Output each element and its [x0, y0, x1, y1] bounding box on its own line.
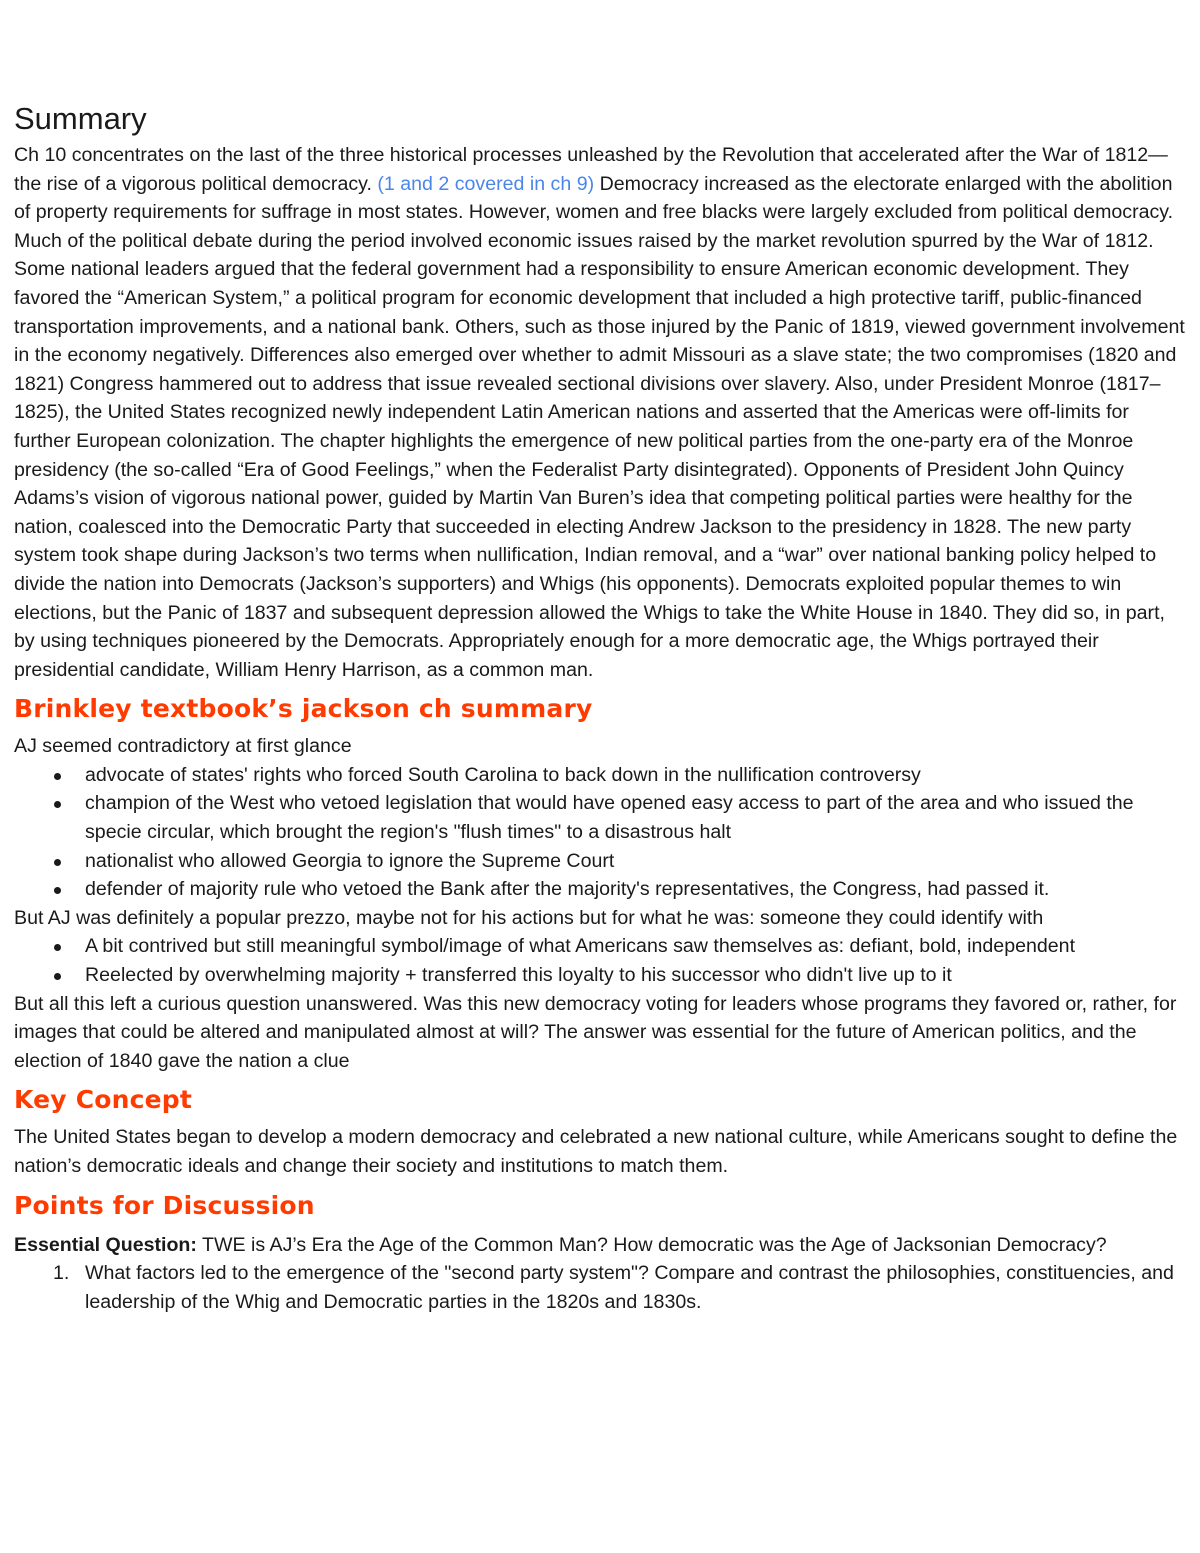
list-item-text: advocate of states' rights who forced South Carolina to back down in the nullification controversy: [85, 763, 921, 786]
list-item-text: defender of majority rule who vetoed the Bank after the majority's representatives, the Congress, had passed it.: [85, 878, 1050, 901]
list-item: [85, 875, 1186, 904]
bullet-icon: [54, 887, 61, 894]
summary-text-part-2: Democracy increased as the electorate enlarged with the abolition of property requirements for suffrage in most states. However, women and free blacks were largely excluded from political democracy. Much of the political debate during the period involved economic issues raised by the market revolution spurred by the War of 1812. Some national leaders argued that the federal government had a responsibility to ensure American economic development. They favored the “American System,” a political program for economic development that included a high protective tariff, public-financed transportation improvements, and a national bank. Others, such as those injured by the Panic of 1819, viewed government involvement in the economy negatively. Differences also emerged over whether to admit Missouri as a slave state; the two compromises (1820 and 1821) Congress hammered out to address that issue revealed sectional divisions over slavery. Also, under President Monroe (1817–1825), the United States recognized newly independent Latin American nations and asserted that the Americas were off-limits for further European colonization. The chapter highlights the emergence of new political parties from the one-party era of the Monroe presidency (the so-called “Era of Good Feelings,” when the Federalist Party disintegrated). Opponents of President John Quincy Adams’s vision of vigorous national power, guided by Martin Van Buren’s idea that competing political parties were healthy for the nation, coalesced into the Democratic Party that succeeded in electing Andrew Jackson to the presidency in 1828. The new party system took shape during Jackson’s two terms when nullification, Indian removal, and a “war” over national banking policy helped to divide the nation into Democrats (Jackson’s supporters) and Whigs (his opponents). Democrats exploited popular themes to win elections, but the Panic of 1837 and subsequent depression allowed the Whigs to take the White House in 1840. They did so, in part, by using techniques pioneered by the Democrats. Appropriately enough for a more democratic age, the Whigs portrayed their presidential candidate, William Henry Harrison, as a common man.: [14, 172, 1185, 681]
bullet-icon: [54, 944, 61, 951]
bullet-icon: [54, 859, 61, 866]
contradictions-list: [14, 761, 1186, 904]
key-concept-heading: Key Concept: [14, 1085, 193, 1115]
chapter-reference-link[interactable]: (1 and 2 covered in ch 9): [377, 172, 595, 195]
essential-question-label: Essential Question:: [14, 1233, 197, 1256]
list-item: [85, 961, 1186, 990]
brinkley-heading: Brinkley textbook’s jackson ch summary: [14, 694, 593, 724]
key-concept-text: The United States began to develop a modern democracy and celebrated a new national culture, while Americans sought to define the nation’s democratic ideals and change their society and institutions to match them.: [14, 1126, 1178, 1177]
popularity-list: [14, 932, 1186, 989]
list-item-number: 1.: [53, 1262, 70, 1285]
list-item: [53, 1259, 1186, 1316]
discussion-list: [14, 1259, 1186, 1316]
bullet-icon: [54, 973, 61, 980]
discussion-heading: Points for Discussion: [14, 1190, 315, 1220]
list-item: [85, 932, 1186, 961]
list-item-text: What factors led to the emergence of the "second party system"? Compare and contrast the philosophies, constituencies, and leadership of the Whig and Democratic parties in the 1820s and 1830s.: [85, 1262, 1174, 1313]
list-item-text: Reelected by overwhelming majority + transferred this loyalty to his successor who didn't live up to it: [85, 964, 952, 987]
list-item: [85, 847, 1186, 876]
list-item: [85, 789, 1186, 846]
brinkley-middle: But AJ was definitely a popular prezzo, maybe not for his actions but for what he was: someone they could identify with: [14, 906, 1044, 929]
essential-question-text: TWE is AJ’s Era the Age of the Common Man? How democratic was the Age of Jacksonian Democracy?: [196, 1233, 1107, 1256]
essential-question: [14, 1231, 1186, 1260]
list-item-text: champion of the West who vetoed legislation that would have opened easy access to part of the area and who issued the specie circular, which brought the region's "flush times" to a disastrous halt: [85, 792, 1134, 844]
summary-text-part-1: Ch 10 concentrates on the last of the three historical processes unleashed by the Revolution that accelerated after the War of 1812—the rise of a vigorous political democracy.: [14, 144, 1168, 195]
list-item-text: A bit contrived but still meaningful symbol/image of what Americans saw themselves as: defiant, bold, independent: [85, 935, 1076, 958]
list-item: [85, 761, 1186, 790]
bullet-icon: [54, 801, 61, 808]
brinkley-intro: AJ seemed contradictory at first glance: [14, 735, 352, 758]
list-item-text: nationalist who allowed Georgia to ignore the Supreme Court: [85, 849, 615, 872]
summary-paragraph: [14, 141, 1186, 684]
summary-title: Summary: [14, 101, 147, 136]
bullet-icon: [54, 773, 61, 780]
brinkley-closing: But all this left a curious question unanswered. Was this new democracy voting for leaders whose programs they favored or, rather, for images that could be altered and manipulated almost at will? The answer was essential for the future of American politics, and the election of 1840 gave the nation a clue: [14, 992, 1177, 1072]
